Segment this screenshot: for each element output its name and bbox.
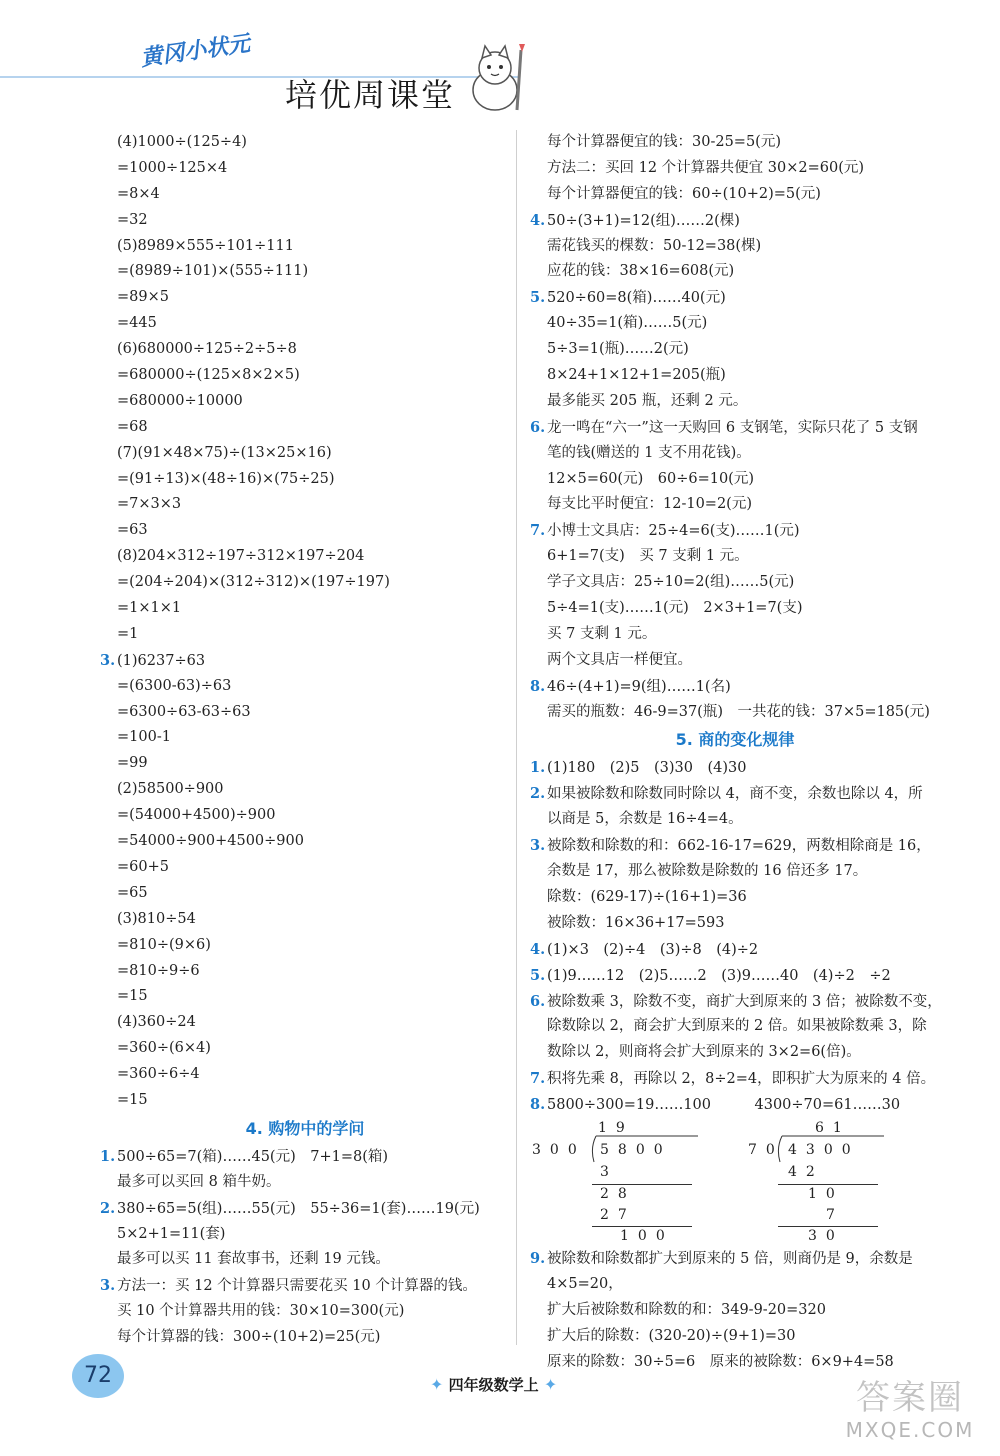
answer-line: [530, 1272, 940, 1298]
answer-text: 笔的钱(赠送的 1 支不用花钱)。: [547, 444, 751, 461]
answer-text: 最多可以买回 8 箱牛奶。: [117, 1173, 281, 1190]
dividend: 5800: [600, 1141, 672, 1158]
question-number: 5.: [530, 966, 546, 984]
answer-line: [530, 622, 940, 648]
answer-line: [530, 937, 940, 963]
page-number: 72: [72, 1354, 124, 1398]
question-number: 4.: [530, 211, 546, 229]
answer-line: [530, 807, 940, 833]
answer-line: [530, 130, 940, 156]
answer-text: (2)58500÷900: [117, 781, 224, 798]
answer-text: 6+1=7(支) 买 7 支剩 1 元。: [547, 548, 749, 565]
question-number: 3.: [100, 651, 116, 669]
remainder: 100: [620, 1227, 674, 1244]
answer-text: (1)6237÷63: [117, 652, 206, 669]
answer-line: [530, 1324, 940, 1350]
answer-text: 最多可以买 11 套故事书，还剩 19 元钱。: [117, 1251, 390, 1268]
brand-logo: 黄冈小状元: [139, 31, 252, 72]
answer-text: 学子文具店：25÷10=2(组)……5(元): [547, 574, 795, 591]
answer-line: [530, 963, 940, 989]
answer-text: 5÷3=1(瓶)……2(元): [547, 341, 689, 358]
answer-text: 4×5=20，: [547, 1275, 623, 1292]
answer-text: =99: [117, 755, 148, 772]
remainder: 30: [808, 1227, 844, 1244]
answer-text: =68: [117, 418, 148, 435]
left-answer-list: [100, 130, 510, 1114]
answer-text: =360÷(6×4): [117, 1040, 211, 1057]
answer-line: [100, 1299, 510, 1325]
answer-text: =15: [117, 988, 148, 1005]
answer-text: =60+5: [117, 858, 169, 875]
answer-line: [100, 389, 510, 415]
answer-text: 12×5=60(元) 60÷6=10(元): [547, 470, 754, 487]
answer-line: [530, 363, 940, 389]
star-icon: ✦: [543, 1375, 558, 1394]
answer-text: 方法一：买 12 个计算器只需要花买 10 个计算器的钱。: [117, 1278, 477, 1295]
answer-line: [100, 130, 510, 156]
answer-text: (3)810÷54: [117, 910, 196, 927]
answer-text: (8)204×312÷197÷312×197÷204: [117, 548, 365, 565]
answer-text: =100-1: [117, 729, 171, 746]
answer-line: [530, 1066, 940, 1092]
answer-text: =15: [117, 1091, 148, 1108]
answer-line: [100, 1247, 510, 1273]
question-number: 8.: [530, 1096, 546, 1114]
answer-line: [530, 389, 940, 415]
answer-text: 以商是 5，余数是 16÷4=4。: [547, 811, 743, 828]
answer-text: (4)360÷24: [117, 1014, 196, 1031]
step-2: 10: [808, 1185, 844, 1202]
answer-text: 被除数：16×36+17=593: [547, 914, 725, 931]
answer-text: 每支比平时便宜：12-10=2(元): [547, 496, 752, 513]
question-number: 7.: [530, 522, 546, 540]
answer-line: [530, 700, 940, 726]
answer-text: 被除数和除数都扩大到原来的 5 倍，则商仍是 9，余数是: [547, 1250, 913, 1267]
answer-text: =1000÷125×4: [117, 159, 228, 176]
answer-text: (1)×3 (2)÷4 (3)÷8 (4)÷2: [547, 941, 759, 958]
answer-line: [530, 234, 940, 260]
answer-line: [100, 441, 510, 467]
answer-text: 8×24+1×12+1=205(瓶): [547, 367, 726, 384]
answer-line: [100, 182, 510, 208]
answer-text: 两个文具店一样便宜。: [547, 651, 692, 668]
answer-line: [530, 859, 940, 885]
answer-line: [100, 777, 510, 803]
answer-line: [530, 911, 940, 937]
answer-text: (4)1000÷(125÷4): [117, 134, 247, 150]
answer-line: [100, 1170, 510, 1196]
answer-line: [100, 907, 510, 933]
answer-line: [530, 648, 940, 674]
question-number: 2.: [530, 785, 546, 803]
answer-line: [100, 622, 510, 648]
book-title-text: 四年级数学上: [448, 1376, 539, 1394]
answer-text: 龙一鸣在“六一”这一天购回 6 支钢笔，实际只花了 5 支钢: [547, 419, 918, 436]
answer-line: [100, 596, 510, 622]
answer-line: [100, 803, 510, 829]
answer-line: [530, 833, 940, 859]
answer-line: [100, 570, 510, 596]
course-title: 培优周课堂: [285, 76, 456, 114]
question-number: 3.: [530, 837, 546, 855]
answer-text: (1)180 (2)5 (3)30 (4)30: [547, 760, 747, 777]
answer-line: [100, 311, 510, 337]
answer-text: =680000÷(125×8×2×5): [117, 367, 300, 384]
answer-line: [100, 700, 510, 726]
answer-text: 需花钱买的棵数：50-12=38(棵): [547, 237, 762, 254]
answer-text: =(6300-63)÷63: [117, 677, 232, 694]
step-1: 42: [788, 1163, 824, 1180]
answer-line: [100, 959, 510, 985]
answer-text: 需买的瓶数：46-9=37(瓶) 一共花的钱：37×5=185(元): [547, 703, 930, 720]
left-answer-list-2: [100, 1144, 510, 1351]
answer-text: =63: [117, 522, 148, 539]
answer-line: [530, 208, 940, 234]
answer-text: 扩大后的除数：(320-20)÷(9+1)=30: [547, 1327, 796, 1344]
answer-text: 5800÷300=19……100 4300÷70=61……30: [547, 1097, 901, 1114]
answer-text: (7)(91×48×75)÷(13×25×16): [117, 444, 332, 461]
answer-line: [530, 570, 940, 596]
question-number: 4.: [530, 940, 546, 958]
answer-line: [100, 1062, 510, 1088]
answer-line: [530, 1040, 940, 1066]
answer-text: 每个计算器便宜的钱：60÷(10+2)=5(元): [547, 185, 821, 202]
question-number: 2.: [100, 1199, 116, 1217]
step-2: 28: [600, 1185, 636, 1202]
answer-text: =32: [117, 211, 148, 228]
question-number: 8.: [530, 677, 546, 695]
star-icon: ✦: [430, 1375, 444, 1394]
answer-text: =65: [117, 884, 148, 901]
answer-text: 5×2+1=11(套): [117, 1225, 226, 1242]
answer-line: [100, 467, 510, 493]
answer-line: [100, 1273, 510, 1299]
answer-line: [100, 881, 510, 907]
answer-text: 46÷(4+1)=9(组)……1(名): [547, 678, 731, 695]
answer-text: 被除数和除数的和：662-16-17=629，两数相除商是 16，: [547, 838, 931, 855]
question-number: 5.: [530, 289, 546, 307]
answer-line: [100, 1196, 510, 1222]
answer-line: [100, 855, 510, 881]
question-number: 6.: [530, 418, 546, 436]
answer-line: [100, 1036, 510, 1062]
answer-text: =(54000+4500)÷900: [117, 807, 276, 824]
step-1: 3: [600, 1163, 618, 1180]
answer-line: [100, 1088, 510, 1114]
right-column: [530, 130, 940, 1375]
quotient: 19: [598, 1119, 634, 1136]
answer-line: [530, 1014, 940, 1040]
answer-text: =6300÷63-63÷63: [117, 703, 251, 720]
answer-line: [100, 751, 510, 777]
answer-line: [100, 208, 510, 234]
answer-text: =89×5: [117, 289, 169, 306]
answer-line: [530, 1246, 940, 1272]
answer-text: 小博士文具店：25÷4=6(支)……1(元): [547, 523, 800, 540]
answer-text: =1×1×1: [117, 600, 182, 617]
answer-line: [100, 156, 510, 182]
answer-text: (1)9……12 (2)5……2 (3)9……40 (4)÷2 ÷2: [547, 967, 891, 984]
answer-line: [530, 989, 940, 1015]
step-3: 7: [826, 1206, 844, 1223]
answer-line: [100, 829, 510, 855]
answer-line: [100, 492, 510, 518]
question-number: 1.: [100, 1147, 116, 1165]
answer-line: [530, 781, 940, 807]
left-column: [100, 130, 510, 1351]
answer-text: 每个计算器的钱：300÷(10+2)=25(元): [117, 1329, 381, 1346]
answer-text: 积将先乘 8，再除以 2，8÷2=4，即积扩大为原来的 4 倍。: [547, 1071, 936, 1088]
answer-line: [100, 363, 510, 389]
answer-line: [100, 518, 510, 544]
answer-text: =445: [117, 315, 157, 332]
section-title-shopping: 4. 购物中的学问: [245, 1118, 365, 1138]
answer-line: [100, 1222, 510, 1248]
question-number: 7.: [530, 1070, 546, 1088]
watermark-url: MXQE.COM: [845, 1418, 975, 1442]
answer-text: (5)8989×555÷101÷111: [117, 237, 294, 254]
answer-line: [530, 259, 940, 285]
answer-line: [100, 725, 510, 751]
answer-line: [530, 885, 940, 911]
answer-text: =7×3×3: [117, 496, 182, 513]
right-answer-list-2: [530, 755, 940, 1117]
watermark: [845, 1378, 975, 1450]
answer-text: (6)680000÷125÷2÷5÷8: [117, 341, 297, 358]
answer-line: [530, 518, 940, 544]
answer-line: [100, 234, 510, 260]
answer-text: 除数除以 2，商会扩大到原来的 2 倍。如果被除数乘 3，除: [547, 1018, 927, 1035]
answer-line: [530, 441, 940, 467]
answer-text: 数除以 2，则商将会扩大到原来的 3×2=6(倍)。: [547, 1044, 861, 1061]
answer-text: =(8989÷101)×(555÷111): [117, 263, 309, 280]
answer-text: 原来的除数：30÷5=6 原来的被除数：6×9+4=58: [547, 1353, 894, 1370]
answer-line: [100, 337, 510, 363]
answer-text: 买 10 个计算器共用的钱：30×10=300(元): [117, 1303, 405, 1320]
right-answer-list: [530, 130, 940, 725]
answer-line: [100, 1010, 510, 1036]
book-title: [430, 1374, 557, 1395]
answer-text: =810÷9÷6: [117, 962, 200, 979]
long-division-figures: [530, 1118, 940, 1246]
answer-text: 余数是 17，那么被除数是除数的 16 倍还多 17。: [547, 863, 868, 880]
answer-line: [100, 415, 510, 441]
answer-line: [530, 1298, 940, 1324]
answer-line: [530, 492, 940, 518]
answer-line: [530, 156, 940, 182]
answer-line: [100, 933, 510, 959]
answer-line: [530, 1350, 940, 1376]
answer-line: [100, 648, 510, 674]
answer-text: 50÷(3+1)=12(组)……2(棵): [547, 212, 740, 229]
answer-line: [530, 285, 940, 311]
answer-line: [100, 984, 510, 1010]
answer-text: 380÷65=5(组)……55(元) 55÷36=1(套)……19(元): [117, 1200, 480, 1217]
answer-line: [530, 467, 940, 493]
answer-text: =680000÷10000: [117, 392, 243, 409]
answer-line: [100, 1144, 510, 1170]
section-title-quotient: 5. 商的变化规律: [675, 730, 795, 750]
answer-text: 5÷4=1(支)……1(元) 2×3+1=7(支): [547, 600, 803, 617]
answer-line: [100, 544, 510, 570]
answer-text: 最多能买 205 瓶，还剩 2 元。: [547, 392, 748, 409]
answer-line: [530, 674, 940, 700]
answer-text: 除数：(629-17)÷(16+1)=36: [547, 888, 747, 905]
column-divider: [516, 130, 517, 1345]
answer-text: =(91÷13)×(48÷16)×(75÷25): [117, 470, 335, 487]
answer-text: 方法二：买回 12 个计算器共便宜 30×2=60(元): [547, 159, 865, 176]
answer-text: 买 7 支剩 1 元。: [547, 625, 657, 642]
cat-mascot-icon: [455, 40, 535, 115]
quotient: 61: [815, 1119, 851, 1136]
answer-text: 扩大后被除数和除数的和：349-9-20=320: [547, 1301, 826, 1318]
answer-text: =1: [117, 625, 139, 642]
answer-text: 520÷60=8(箱)……40(元): [547, 290, 726, 307]
answer-text: =54000÷900+4500÷900: [117, 833, 304, 850]
answer-line: [530, 544, 940, 570]
answer-text: =8×4: [117, 185, 160, 202]
answer-line: [530, 596, 940, 622]
answer-text: 被除数乘 3，除数不变，商扩大到原来的 3 倍；被除数不变，: [547, 993, 942, 1010]
question-number: 1.: [530, 759, 546, 777]
answer-line: [530, 311, 940, 337]
answer-text: 如果被除数和除数同时除以 4，商不变，余数也除以 4，所: [547, 786, 923, 803]
answer-text: =(204÷204)×(312÷312)×(197÷197): [117, 574, 390, 591]
step-3: 27: [600, 1206, 636, 1223]
watermark-logo: 答案圈: [856, 1378, 964, 1418]
page-header: [0, 0, 1000, 125]
answer-text: =360÷6÷4: [117, 1066, 200, 1083]
answer-line: [530, 1092, 940, 1118]
answer-line: [100, 674, 510, 700]
answer-text: 每个计算器便宜的钱：30-25=5(元): [547, 134, 781, 150]
question-number: 6.: [530, 992, 546, 1010]
answer-text: 500÷65=7(箱)……45(元) 7+1=8(箱): [117, 1148, 389, 1165]
answer-text: =810÷(9×6): [117, 936, 211, 953]
answer-line: [100, 285, 510, 311]
question-number: 3.: [100, 1277, 116, 1295]
answer-line: [100, 1325, 510, 1351]
answer-line: [530, 182, 940, 208]
answer-line: [530, 415, 940, 441]
answer-line: [100, 259, 510, 285]
right-answer-list-3: [530, 1246, 940, 1375]
dividend: 4300: [788, 1141, 860, 1158]
question-number: 9.: [530, 1249, 546, 1267]
answer-text: 40÷35=1(箱)……5(元): [547, 315, 708, 332]
divisor: 300: [532, 1141, 586, 1158]
answer-text: 应花的钱：38×16=608(元): [547, 263, 735, 280]
answer-line: [530, 337, 940, 363]
answer-line: [530, 755, 940, 781]
divisor: 70: [748, 1141, 784, 1158]
